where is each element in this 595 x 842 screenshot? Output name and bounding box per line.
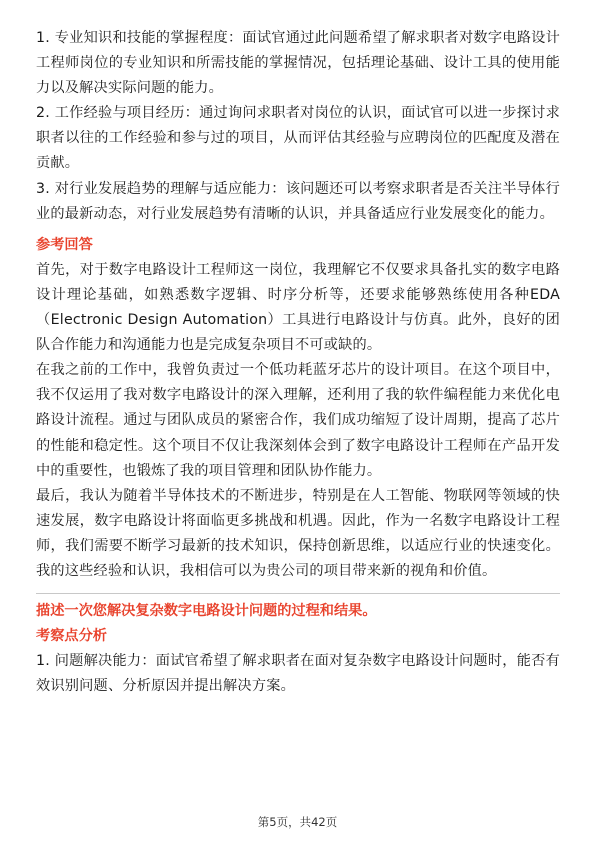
answer-paragraph-3: 最后，我认为随着半导体技术的不断进步，特别是在人工智能、物联网等领域的快速发展，数字电路设计将面临更多挑战和机遇。因此，作为一名数字电路设计工程师，我们需要不断学习最新的技术知识，保持创新思维，以适应行业的快速变化。我的这些经验和认识，我相信可以为贵公司的项目带来新的视角和价值。	[36, 487, 560, 579]
analysis-point-1: 1. 问题解决能力：面试官希望了解求职者在面对复杂数字电路设计问题时，能否有效识别问题、分析原因并提出解决方案。	[36, 653, 560, 695]
section-divider	[36, 593, 560, 594]
page-number: 第5页，共42页	[257, 815, 338, 829]
answer-paragraph-2: 在我之前的工作中，我曾负责过一个低功耗蓝牙芯片的设计项目。在这个项目中，我不仅运用了我对数字电路设计的深入理解，还利用了我的软件编程能力来优化电路设计流程。通过与团队成员的紧密合作，我们成功缩短了设计周期，提高了芯片的性能和稳定性。这个项目不仅让我深刻体会到了数字电路设计工程师在产品开发中的重要性，也锻炼了我的项目管理和团队协作能力。	[36, 362, 560, 479]
point-1: 1. 专业知识和技能的掌握程度：面试官通过此问题希望了解求职者对数字电路设计工程师岗位的专业知识和所需技能的掌握情况，包括理论基础、设计工具的使用能力以及解决实际问题的能力。	[36, 30, 560, 97]
analysis-heading: 考察点分析	[36, 628, 107, 645]
question-heading: 描述一次您解决复杂数字电路设计问题的过程和结果。	[36, 603, 377, 620]
page-content	[36, 26, 560, 699]
point-2: 2. 工作经验与项目经历：通过询问求职者对岗位的认识，面试官可以进一步探讨求职者以往的工作经验和参与过的项目，从而评估其经验与应聘岗位的匹配度及潜在贡献。	[36, 105, 560, 172]
answer-heading: 参考回答	[36, 236, 93, 253]
answer-paragraph-1: 首先，对于数字电路设计工程师这一岗位，我理解它不仅要求具备扎实的数字电路设计理论基础，如熟悉数字逻辑、时序分析等，还要求能够熟练使用各种EDA（Electronic Design Automation）工具进行电路设计与仿真。此外，良好的团队合作能力和沟通能力也是完成复杂项目不可或缺的。	[36, 261, 560, 354]
point-3: 3. 对行业发展趋势的理解与适应能力：该问题还可以考察求职者是否关注半导体行业的最新动态，对行业发展趋势有清晰的认识，并具备适应行业发展变化的能力。	[36, 180, 560, 222]
